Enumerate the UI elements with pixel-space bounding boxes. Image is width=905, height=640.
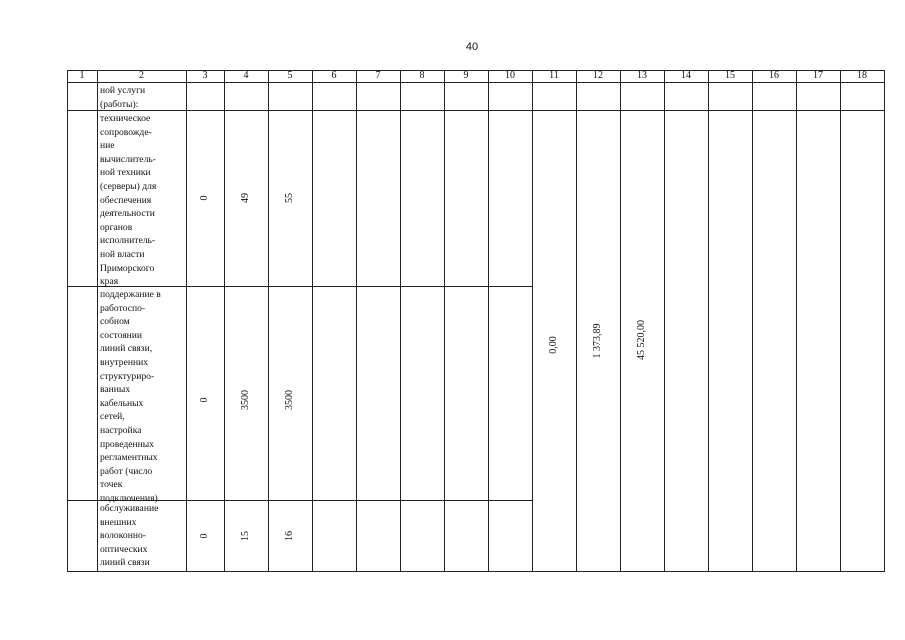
column-header-18: 18	[857, 70, 867, 81]
column-header-17: 17	[813, 70, 823, 81]
column-header-10: 10	[505, 70, 515, 81]
value-column-4: 15	[240, 530, 251, 541]
column-header-12: 12	[593, 70, 603, 81]
column-divider	[620, 70, 621, 572]
column-divider	[224, 70, 225, 572]
service-description: поддержание в работоспо- собном состоянии линий связи, внутренних структуриро- ванных кабельных сетей, настройка проведенных регламентных работ (число точек подключения)	[100, 289, 161, 504]
column-divider	[488, 70, 489, 572]
column-divider	[752, 70, 753, 572]
column-header-4: 4	[243, 70, 249, 81]
column-header-7: 7	[375, 70, 381, 81]
value-column-4: 3500	[240, 390, 251, 410]
column-header-6: 6	[331, 70, 337, 81]
column-divider	[67, 70, 68, 572]
page-number: 40	[465, 41, 479, 53]
column-divider	[664, 70, 665, 572]
column-divider	[312, 70, 313, 572]
value-column-5: 16	[284, 530, 295, 541]
column-header-8: 8	[419, 70, 425, 81]
column-divider	[796, 70, 797, 572]
column-divider	[532, 70, 533, 572]
column-header-2: 2	[139, 70, 144, 81]
column-header-15: 15	[725, 70, 735, 81]
column-divider	[186, 70, 187, 572]
column-header-9: 9	[463, 70, 469, 81]
column-header-11: 11	[549, 70, 559, 81]
column-divider	[268, 70, 269, 572]
table-bottom-border	[67, 571, 885, 572]
value-column-3: 0	[199, 397, 210, 403]
column-header-16: 16	[769, 70, 779, 81]
column-divider	[356, 70, 357, 572]
merged-value-column-11: 0,00	[548, 336, 559, 354]
header-bottom-border	[67, 82, 885, 83]
column-divider	[400, 70, 401, 572]
merged-value-column-12: 1 373,89	[592, 323, 603, 359]
column-divider	[576, 70, 577, 572]
column-header-13: 13	[637, 70, 647, 81]
column-header-14: 14	[681, 70, 691, 81]
value-column-5: 3500	[284, 390, 295, 410]
column-header-3: 3	[202, 70, 208, 81]
column-divider	[884, 70, 885, 572]
merged-value-column-13: 45 520,00	[636, 320, 647, 360]
column-divider	[444, 70, 445, 572]
service-description: техническое сопровожде- ние вычислитель- ной техники (серверы) для обеспечения деятельности органов исполнитель- ной власти Приморского края	[100, 113, 157, 288]
column-divider	[708, 70, 709, 572]
service-description: обслуживание внешних волоконно- оптических линий связи	[100, 503, 159, 569]
value-column-4: 49	[240, 193, 251, 203]
value-column-3: 0	[199, 533, 210, 538]
row-divider	[67, 110, 885, 111]
column-divider	[840, 70, 841, 572]
value-column-5: 55	[284, 193, 295, 203]
column-divider	[97, 70, 98, 572]
continued-service-label: ной услуги (работы):	[100, 85, 146, 110]
column-header-5: 5	[287, 70, 293, 81]
column-header-1: 1	[79, 70, 85, 81]
value-column-3: 0	[199, 195, 210, 201]
